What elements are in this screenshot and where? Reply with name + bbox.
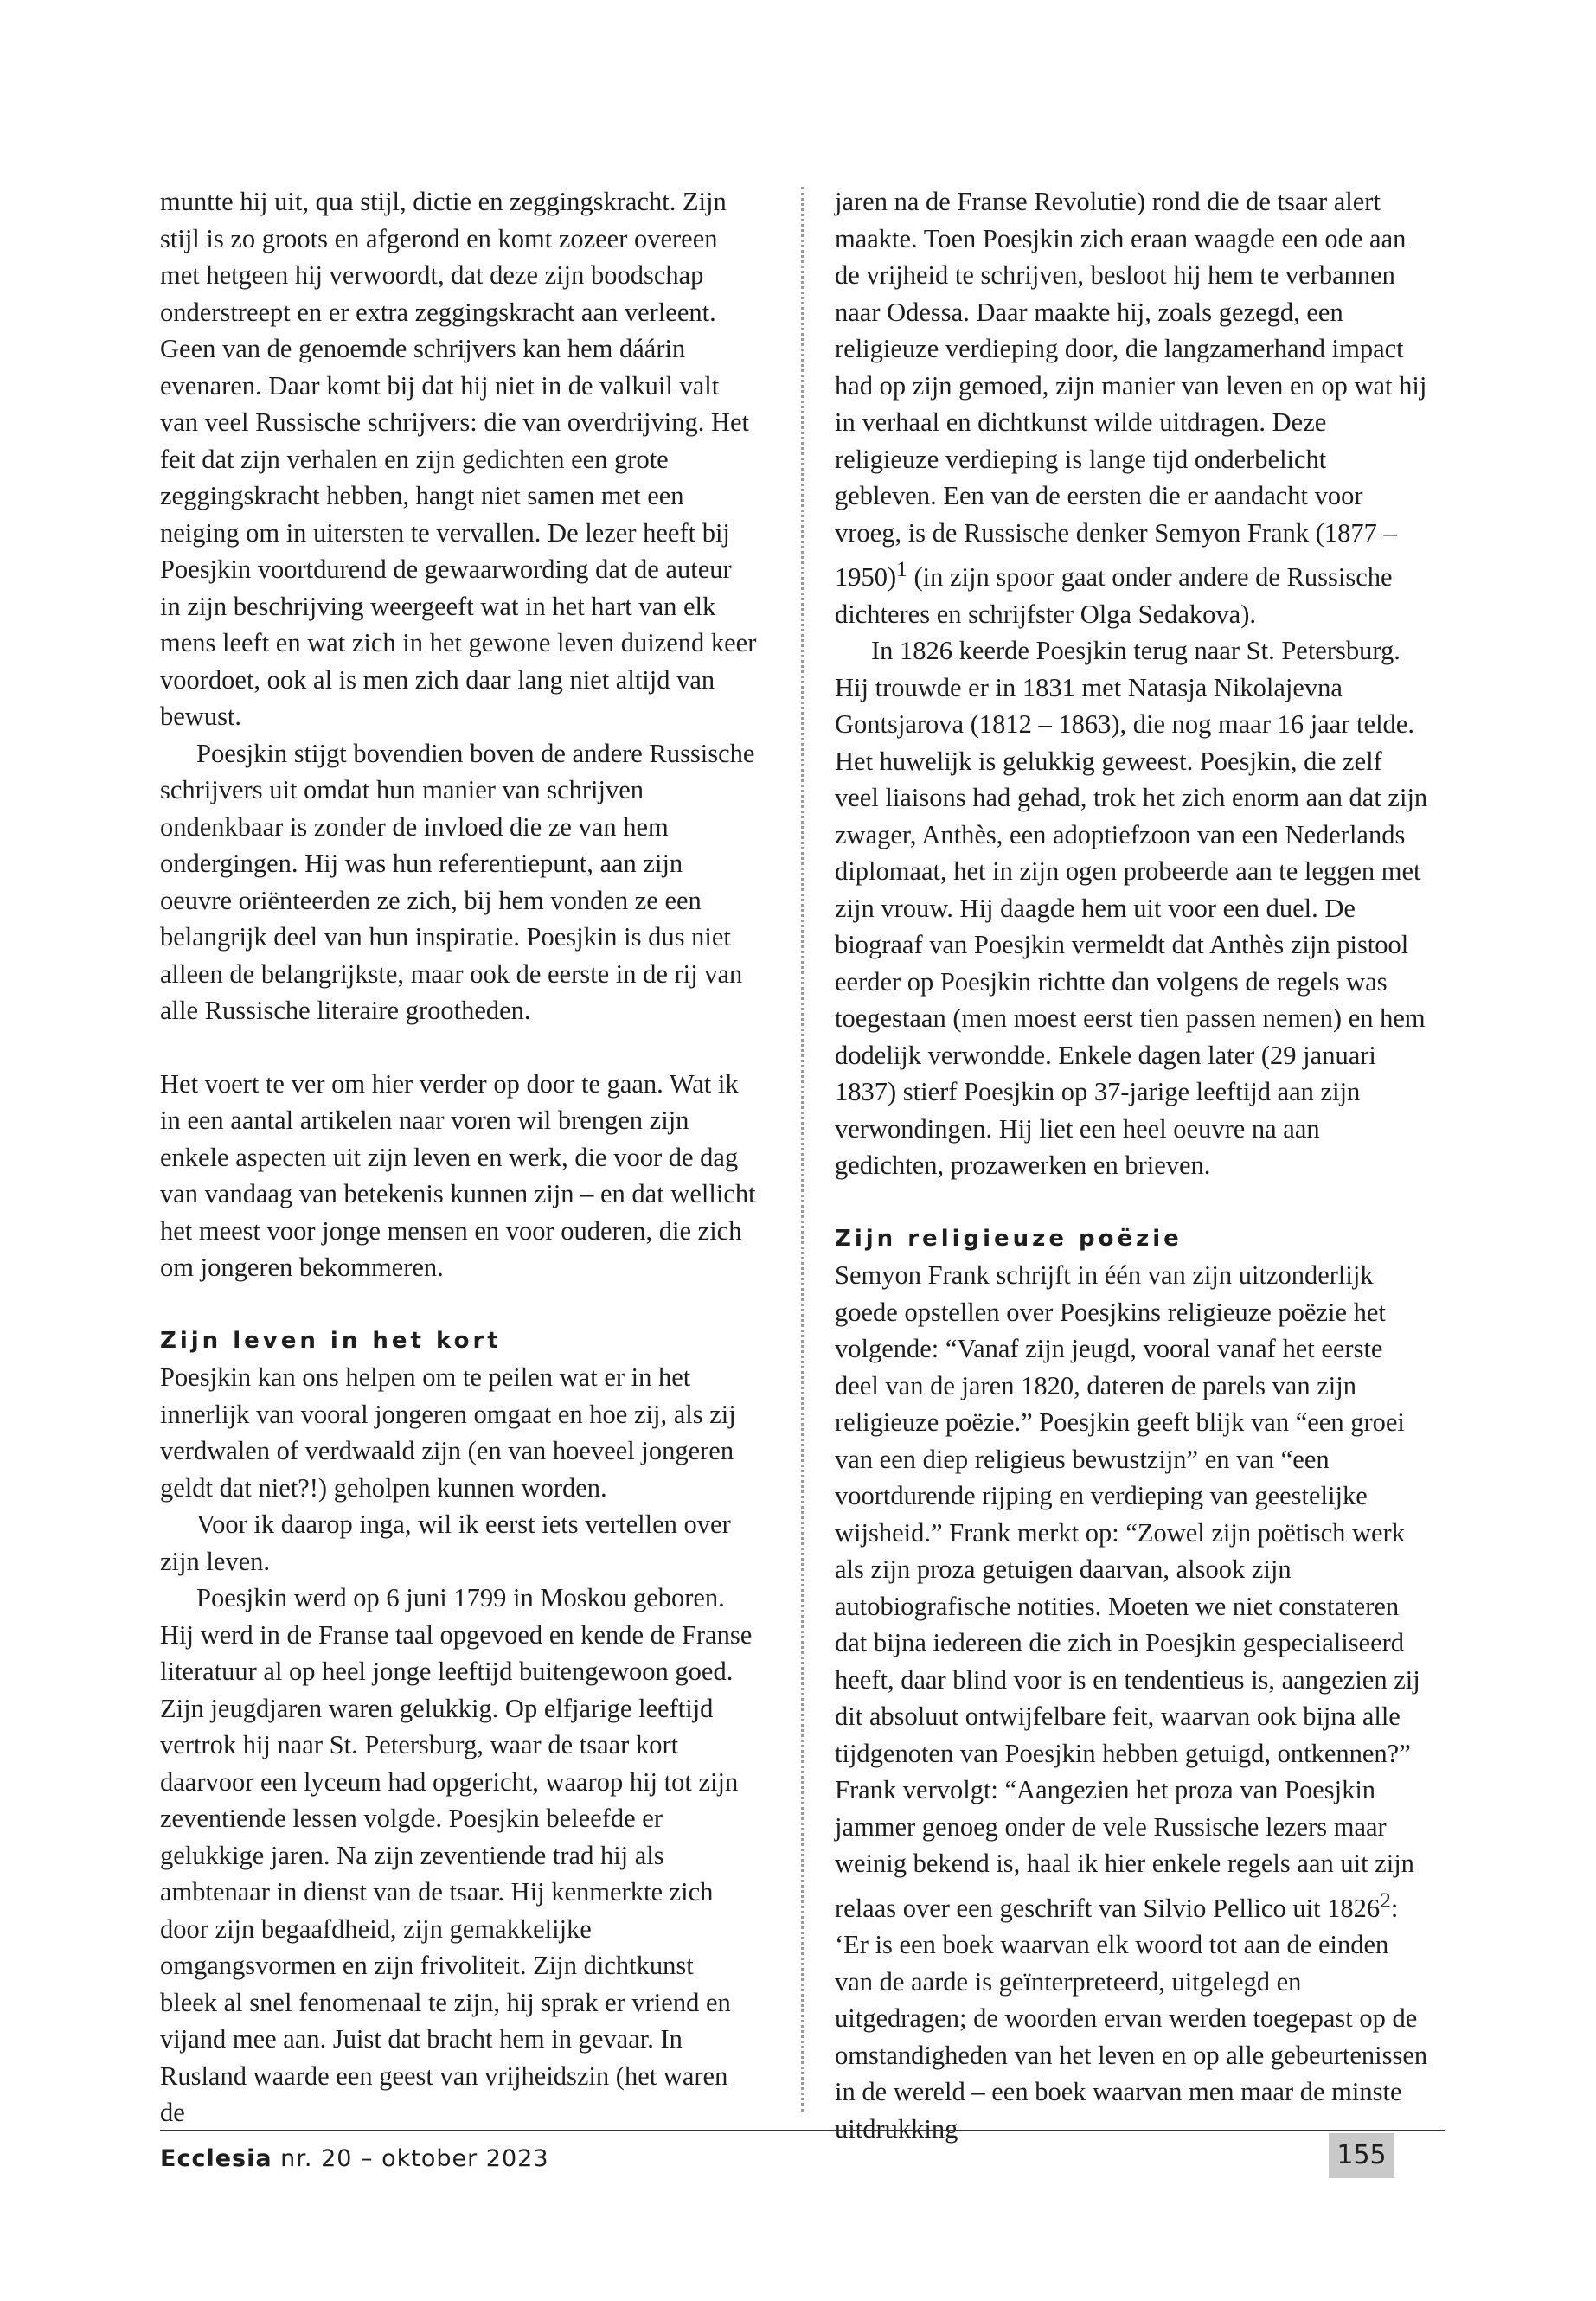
text: (in zijn spoor gaat onder andere de Russische dichteres en schrijfster Olga Sedakova). (835, 562, 1393, 629)
paragraph: muntte hij uit, qua stijl, dictie en zeggingskracht. Zijn stijl is zo groots en afgerond en komt zozeer overeen met hetgeen hij verwoordt, dat deze zijn boodschap onderstreept en er extra zeggingskracht aan verleent. Geen van de genoemde schrijvers kan hem dáárin evenaren. Daar komt bij dat hij niet in de valkuil valt van veel Russische schrijvers: die van overdrijving. Het feit dat zijn verhalen en zijn gedichten een grote zeggingskracht hebben, hangt niet samen met een neiging om in uitersten te vervallen. De lezer heeft bij Poesjkin voortdurend de gewaarwording dat de auteur in zijn beschrijving weergeeft wat in het hart van elk mens leeft en wat zich in het gewone leven duizend keer voordoet, ook al is men zich daar lang niet altijd van bewust. (160, 187, 757, 731)
footer-citation (160, 2145, 549, 2172)
issue-info: nr. 20 – oktober 2023 (280, 2145, 549, 2172)
footnote-ref-2: 2 (1380, 1888, 1391, 1913)
paragraph (835, 1257, 1432, 2147)
paragraph: Poesjkin stijgt bovendien boven de andere Russische schrijvers uit omdat hun manier van schrijven ondenkbaar is zonder de invloed die ze van hem ondergingen. Hij was hun referentiepunt, aan zijn oeuvre oriënteerden ze zich, bij hem vonden ze een belangrijk deel van hun inspiratie. Poesjkin is dus niet alleen de belangrijkste, maar ook de eerste in de rij van alle Russische literaire grootheden. (160, 738, 755, 1025)
text: jaren na de Franse Revolutie) rond die de tsaar alert maakte. Toen Poesjkin zich eraan waagde een ode aan de vrijheid te schrijven, besloot hij hem te verbannen naar Odessa. Daar maakte hij, zoals gezegd, een religieuze verdieping door, die langzamerhand impact had op zijn gemoed, zijn manier van leven en op wat hij in verhaal en dichtkunst wilde uitdragen. Deze religieuze verdieping is lange tijd onderbelicht gebleven. Een van de eersten die er aandacht voor vroeg, is de Russische denker Semyon Frank (1877 – 1950) (835, 187, 1427, 593)
paragraph: Voor ik daarop inga, wil ik eerst iets vertellen over zijn leven. (160, 1509, 731, 1576)
footnote-ref-1: 1 (896, 557, 907, 581)
paragraph (835, 183, 1432, 632)
page-number: 155 (1329, 2133, 1394, 2178)
column-divider (801, 187, 804, 2112)
left-column (160, 183, 757, 2131)
footer-rule (160, 2130, 1445, 2131)
paragraph: Poesjkin werd op 6 juni 1799 in Moskou geboren. Hij werd in de Franse taal opgevoed en kende de Franse literatuur al op heel jonge leeftijd buitengewoon goed. Zijn jeugdjaren waren gelukkig. Op elfjarige leeftijd vertrok hij naar St. Petersburg, waar de tsaar kort daarvoor een lyceum had opgericht, waarop hij tot zijn zeventiende lessen volgde. Poesjkin beleefde er gelukkige jaren. Na zijn zeventiende trad hij als ambtenaar in dienst van de tsaar. Hij kenmerkte zich door zijn begaafdheid, zijn gemakkelijke omgangsvormen en zijn frivoliteit. Zijn dichtkunst bleek al snel fenomenaal te zijn, hij sprak er vriend en vijand mee aan. Juist dat bracht hem in gevaar. In Rusland waarde een geest van vrijheidszin (het waren de (160, 1583, 753, 2127)
right-column (835, 183, 1432, 2147)
section-heading: Zijn religieuze poëzie (835, 1225, 1183, 1252)
text: : ‘Er is een boek waarvan elk woord tot aan de einden van de aarde is geïnterpreteerd, uitgelegd en uitgedragen; de woorden ervan werden toegepast op de omstandigheden van het leven en op alle gebeurtenissen in de wereld – een boek waarvan men maar de minste uitdrukking (835, 1893, 1428, 2144)
paragraph: In 1826 keerde Poesjkin terug naar St. Petersburg. Hij trouwde er in 1831 met Natasja Nikolajevna Gontsjarova (1812 – 1863), die nog maar 16 jaar telde. Het huwelijk is gelukkig geweest. Poesjkin, die zelf veel liaisons had gehad, trok het zich enorm aan dat zijn zwager, Anthès, een adoptiefzoon van een Nederlands diplomaat, het in zijn ogen probeerde aan te leggen met zijn vrouw. Hij daagde hem uit voor een duel. De biograaf van Poesjkin vermeldt dat Anthès zijn pistool eerder op Poesjkin richtte dan volgens de regels was toegestaan (men moest eerst tien passen nemen) en hem dodelijk verwondde. Enkele dagen later (29 januari 1837) stierf Poesjkin op 37-jarige leeftijd aan zijn verwondingen. Hij liet een heel oeuvre na aan gedichten, prozawerken en brieven. (835, 636, 1428, 1181)
journal-name: Ecclesia (160, 2145, 272, 2172)
paragraph: Het voert te ver om hier verder op door te gaan. Wat ik in een aantal artikelen naar voren wil brengen zijn enkele aspecten uit zijn leven en werk, die voor de dag van vandaag van betekenis kunnen zijn – en dat wellicht het meest voor jonge mensen en voor ouderen, die zich om jongeren bekommeren. (160, 1068, 756, 1282)
paragraph: Poesjkin kan ons helpen om te peilen wat er in het innerlijk van vooral jongeren omgaat en hoe zij, als zij verdwalen of verdwaald zijn (en van hoeveel jongeren geldt dat niet?!) geholpen kunnen worden. (160, 1362, 736, 1503)
section-heading: Zijn leven in het kort (160, 1327, 502, 1354)
text: Semyon Frank schrijft in één van zijn uitzonderlijk goede opstellen over Poesjkins religieuze poëzie het volgende: “Vanaf zijn jeugd, vooral vanaf het eerste deel van de jaren 1820, dateren de parels van zijn religieuze poëzie.” Poesjkin geeft blijk van “een groei van een diep religieus bewustzijn” en van “een voortdurende rijping en verdieping van geestelijke wijsheid.” Frank merkt op: “Zowel zijn poëtisch werk als zijn proza getuigen daarvan, alsook zijn autobiografische notities. Moeten we niet constateren dat bijna iedereen die zich in Poesjkin gespecialiseerd heeft, daar blind voor is en tendentieus is, aangezien zij dit absoluut ontwijfelbare feit, waarvan ook bijna alle tijdgenoten van Poesjkin hebben getuigd, ontkennen?” Frank vervolgt: “Aangezien het proza van Poesjkin jammer genoeg onder de vele Russische lezers maar weinig bekend is, haal ik hier enkele regels aan uit zijn relaas over een geschrift van Silvio Pellico uit 1826 (835, 1260, 1420, 1923)
